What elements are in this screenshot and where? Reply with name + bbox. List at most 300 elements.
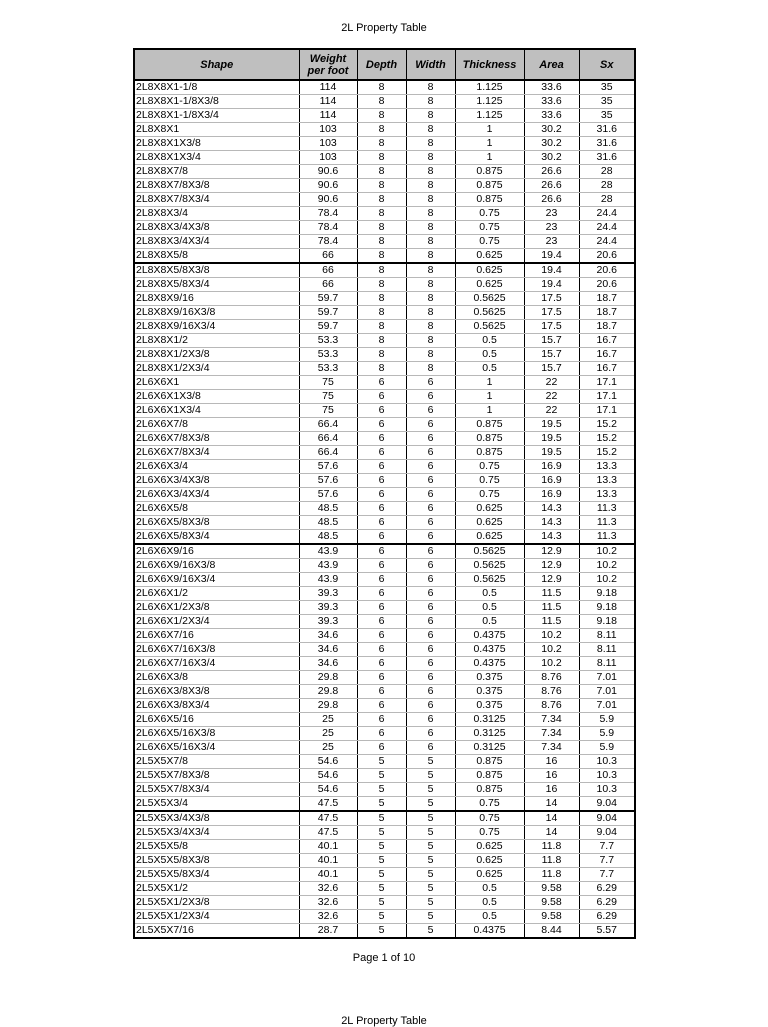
cell-depth: 6 [357, 460, 406, 474]
cell-shape: 2L8X8X5/8X3/4 [134, 278, 299, 292]
cell-thickness: 0.625 [455, 278, 524, 292]
cell-width: 8 [406, 95, 455, 109]
cell-width: 6 [406, 615, 455, 629]
cell-shape: 2L6X6X3/4X3/4 [134, 488, 299, 502]
cell-width: 6 [406, 404, 455, 418]
cell-weight: 25 [299, 727, 357, 741]
cell-width: 5 [406, 783, 455, 797]
table-row [134, 474, 635, 488]
table-row [134, 840, 635, 854]
cell-depth: 8 [357, 292, 406, 306]
cell-thickness: 0.75 [455, 797, 524, 812]
cell-weight: 103 [299, 123, 357, 137]
cell-shape: 2L8X8X3/4 [134, 207, 299, 221]
cell-shape: 2L6X6X1X3/4 [134, 404, 299, 418]
cell-area: 14 [524, 811, 579, 826]
cell-thickness: 0.5 [455, 896, 524, 910]
cell-thickness: 0.4375 [455, 924, 524, 939]
table-row [134, 179, 635, 193]
cell-shape: 2L5X5X3/4X3/4 [134, 826, 299, 840]
cell-thickness: 0.625 [455, 854, 524, 868]
cell-shape: 2L8X8X1/2X3/4 [134, 362, 299, 376]
cell-shape: 2L8X8X5/8 [134, 249, 299, 264]
cell-area: 30.2 [524, 151, 579, 165]
cell-weight: 90.6 [299, 179, 357, 193]
cell-thickness: 1 [455, 404, 524, 418]
cell-width: 8 [406, 151, 455, 165]
cell-thickness: 0.875 [455, 755, 524, 769]
cell-thickness: 0.375 [455, 685, 524, 699]
column-header-area: Area [524, 49, 579, 80]
cell-weight: 103 [299, 137, 357, 151]
column-header-weight-label: Weight per foot [307, 52, 349, 77]
cell-thickness: 0.375 [455, 699, 524, 713]
cell-width: 8 [406, 292, 455, 306]
cell-weight: 66 [299, 249, 357, 264]
cell-width: 8 [406, 137, 455, 151]
cell-sx: 8.11 [579, 643, 635, 657]
cell-thickness: 0.875 [455, 432, 524, 446]
cell-depth: 6 [357, 390, 406, 404]
cell-thickness: 0.5 [455, 882, 524, 896]
cell-weight: 66 [299, 263, 357, 278]
cell-sx: 24.4 [579, 207, 635, 221]
cell-area: 11.5 [524, 601, 579, 615]
cell-depth: 6 [357, 474, 406, 488]
cell-weight: 59.7 [299, 292, 357, 306]
cell-area: 26.6 [524, 165, 579, 179]
table-row [134, 165, 635, 179]
cell-weight: 39.3 [299, 587, 357, 601]
cell-weight: 78.4 [299, 235, 357, 249]
cell-shape: 2L6X6X9/16X3/8 [134, 559, 299, 573]
cell-shape: 2L5X5X7/8 [134, 755, 299, 769]
cell-thickness: 0.75 [455, 460, 524, 474]
cell-weight: 29.8 [299, 699, 357, 713]
cell-sx: 20.6 [579, 278, 635, 292]
cell-area: 19.4 [524, 278, 579, 292]
cell-sx: 18.7 [579, 292, 635, 306]
table-row [134, 727, 635, 741]
cell-depth: 6 [357, 601, 406, 615]
table-row [134, 544, 635, 559]
table-row [134, 249, 635, 264]
cell-thickness: 0.625 [455, 516, 524, 530]
cell-sx: 16.7 [579, 362, 635, 376]
table-row [134, 559, 635, 573]
cell-shape: 2L6X6X9/16 [134, 544, 299, 559]
cell-weight: 28.7 [299, 924, 357, 939]
cell-sx: 11.3 [579, 516, 635, 530]
cell-width: 6 [406, 573, 455, 587]
cell-weight: 34.6 [299, 643, 357, 657]
cell-area: 26.6 [524, 193, 579, 207]
cell-shape: 2L6X6X7/8X3/4 [134, 446, 299, 460]
table-row [134, 151, 635, 165]
cell-width: 8 [406, 193, 455, 207]
cell-depth: 6 [357, 629, 406, 643]
cell-sx: 10.2 [579, 544, 635, 559]
cell-weight: 54.6 [299, 755, 357, 769]
column-header-thickness: Thickness [455, 49, 524, 80]
cell-width: 8 [406, 221, 455, 235]
cell-thickness: 0.625 [455, 502, 524, 516]
cell-sx: 9.04 [579, 826, 635, 840]
cell-sx: 28 [579, 165, 635, 179]
cell-area: 16.9 [524, 474, 579, 488]
cell-weight: 57.6 [299, 474, 357, 488]
cell-depth: 6 [357, 671, 406, 685]
cell-width: 6 [406, 643, 455, 657]
cell-weight: 43.9 [299, 573, 357, 587]
cell-depth: 6 [357, 432, 406, 446]
cell-depth: 5 [357, 896, 406, 910]
cell-area: 9.58 [524, 896, 579, 910]
cell-depth: 8 [357, 179, 406, 193]
cell-shape: 2L5X5X5/8X3/8 [134, 854, 299, 868]
cell-sx: 10.3 [579, 783, 635, 797]
cell-weight: 53.3 [299, 334, 357, 348]
column-header-sx: Sx [579, 49, 635, 80]
cell-weight: 78.4 [299, 221, 357, 235]
cell-area: 14.3 [524, 502, 579, 516]
cell-area: 23 [524, 235, 579, 249]
page-title: 2L Property Table [341, 22, 427, 34]
cell-thickness: 0.75 [455, 207, 524, 221]
cell-width: 8 [406, 80, 455, 95]
cell-sx: 13.3 [579, 488, 635, 502]
cell-shape: 2L8X8X9/16X3/8 [134, 306, 299, 320]
cell-depth: 6 [357, 488, 406, 502]
cell-sx: 9.18 [579, 601, 635, 615]
cell-depth: 6 [357, 559, 406, 573]
cell-area: 10.2 [524, 643, 579, 657]
cell-area: 16 [524, 783, 579, 797]
cell-sx: 20.6 [579, 263, 635, 278]
cell-area: 22 [524, 404, 579, 418]
cell-area: 8.44 [524, 924, 579, 939]
table-row [134, 587, 635, 601]
cell-depth: 8 [357, 165, 406, 179]
cell-thickness: 0.875 [455, 418, 524, 432]
cell-area: 7.34 [524, 713, 579, 727]
cell-thickness: 1 [455, 137, 524, 151]
table-row [134, 741, 635, 755]
cell-shape: 2L6X6X7/16X3/8 [134, 643, 299, 657]
cell-depth: 8 [357, 306, 406, 320]
cell-shape: 2L6X6X5/16X3/4 [134, 741, 299, 755]
cell-width: 6 [406, 727, 455, 741]
table-row [134, 446, 635, 460]
cell-weight: 40.1 [299, 840, 357, 854]
cell-thickness: 0.5625 [455, 544, 524, 559]
cell-thickness: 0.4375 [455, 629, 524, 643]
table-row [134, 657, 635, 671]
cell-shape: 2L8X8X1 [134, 123, 299, 137]
cell-weight: 47.5 [299, 811, 357, 826]
cell-weight: 25 [299, 741, 357, 755]
table-header-row [134, 49, 635, 80]
cell-sx: 9.04 [579, 797, 635, 812]
cell-depth: 5 [357, 924, 406, 939]
cell-area: 16.9 [524, 460, 579, 474]
cell-weight: 32.6 [299, 910, 357, 924]
cell-shape: 2L6X6X5/16X3/8 [134, 727, 299, 741]
cell-area: 33.6 [524, 109, 579, 123]
cell-sx: 31.6 [579, 151, 635, 165]
cell-thickness: 0.75 [455, 488, 524, 502]
cell-sx: 18.7 [579, 306, 635, 320]
cell-depth: 5 [357, 882, 406, 896]
table-row [134, 123, 635, 137]
cell-thickness: 0.625 [455, 840, 524, 854]
cell-area: 8.76 [524, 699, 579, 713]
cell-weight: 59.7 [299, 306, 357, 320]
cell-shape: 2L8X8X3/4X3/4 [134, 235, 299, 249]
table-row [134, 292, 635, 306]
table-row [134, 629, 635, 643]
cell-thickness: 0.5 [455, 601, 524, 615]
cell-sx: 7.7 [579, 868, 635, 882]
column-header-width: Width [406, 49, 455, 80]
cell-weight: 66 [299, 278, 357, 292]
cell-depth: 8 [357, 235, 406, 249]
cell-weight: 66.4 [299, 418, 357, 432]
cell-sx: 13.3 [579, 460, 635, 474]
cell-weight: 34.6 [299, 657, 357, 671]
cell-thickness: 0.875 [455, 179, 524, 193]
table-row [134, 306, 635, 320]
cell-thickness: 0.75 [455, 474, 524, 488]
cell-weight: 114 [299, 80, 357, 95]
cell-shape: 2L5X5X7/8X3/8 [134, 769, 299, 783]
cell-thickness: 0.875 [455, 446, 524, 460]
page-number: Page 1 of 10 [352, 952, 416, 964]
cell-thickness: 0.75 [455, 235, 524, 249]
cell-width: 6 [406, 671, 455, 685]
cell-width: 8 [406, 263, 455, 278]
cell-shape: 2L6X6X1/2X3/4 [134, 615, 299, 629]
cell-shape: 2L8X8X1-1/8 [134, 80, 299, 95]
cell-weight: 57.6 [299, 488, 357, 502]
cell-width: 6 [406, 629, 455, 643]
cell-width: 6 [406, 530, 455, 545]
cell-thickness: 0.5 [455, 362, 524, 376]
cell-area: 11.5 [524, 615, 579, 629]
cell-depth: 8 [357, 320, 406, 334]
cell-width: 6 [406, 601, 455, 615]
cell-depth: 6 [357, 516, 406, 530]
cell-weight: 34.6 [299, 629, 357, 643]
cell-shape: 2L6X6X7/8 [134, 418, 299, 432]
cell-width: 6 [406, 713, 455, 727]
table-row [134, 854, 635, 868]
cell-thickness: 0.4375 [455, 657, 524, 671]
cell-thickness: 0.875 [455, 165, 524, 179]
cell-shape: 2L5X5X5/8 [134, 840, 299, 854]
cell-width: 6 [406, 390, 455, 404]
cell-sx: 7.7 [579, 840, 635, 854]
cell-sx: 17.1 [579, 404, 635, 418]
cell-sx: 31.6 [579, 123, 635, 137]
cell-area: 12.9 [524, 559, 579, 573]
cell-area: 15.7 [524, 334, 579, 348]
cell-width: 8 [406, 320, 455, 334]
cell-width: 8 [406, 109, 455, 123]
cell-weight: 29.8 [299, 685, 357, 699]
cell-area: 11.8 [524, 840, 579, 854]
cell-sx: 17.1 [579, 376, 635, 390]
cell-depth: 5 [357, 910, 406, 924]
cell-area: 16 [524, 755, 579, 769]
cell-shape: 2L8X8X7/8 [134, 165, 299, 179]
cell-shape: 2L6X6X7/16 [134, 629, 299, 643]
cell-sx: 6.29 [579, 910, 635, 924]
table-row [134, 755, 635, 769]
cell-depth: 5 [357, 854, 406, 868]
cell-area: 19.5 [524, 446, 579, 460]
cell-thickness: 0.5 [455, 334, 524, 348]
cell-thickness: 1.125 [455, 109, 524, 123]
cell-shape: 2L8X8X1/2 [134, 334, 299, 348]
cell-width: 8 [406, 179, 455, 193]
cell-weight: 75 [299, 376, 357, 390]
cell-sx: 15.2 [579, 432, 635, 446]
table-row [134, 362, 635, 376]
cell-thickness: 0.5625 [455, 292, 524, 306]
cell-weight: 53.3 [299, 362, 357, 376]
cell-area: 8.76 [524, 671, 579, 685]
cell-area: 19.5 [524, 432, 579, 446]
table-row [134, 685, 635, 699]
cell-sx: 35 [579, 95, 635, 109]
cell-sx: 16.7 [579, 348, 635, 362]
cell-area: 14 [524, 797, 579, 812]
cell-width: 5 [406, 854, 455, 868]
cell-depth: 6 [357, 376, 406, 390]
cell-width: 6 [406, 502, 455, 516]
cell-sx: 28 [579, 179, 635, 193]
cell-depth: 5 [357, 826, 406, 840]
cell-depth: 8 [357, 193, 406, 207]
cell-weight: 114 [299, 109, 357, 123]
cell-depth: 8 [357, 263, 406, 278]
cell-area: 14 [524, 826, 579, 840]
table-row [134, 868, 635, 882]
cell-weight: 32.6 [299, 896, 357, 910]
table-row [134, 488, 635, 502]
cell-depth: 6 [357, 587, 406, 601]
cell-sx: 7.01 [579, 699, 635, 713]
cell-sx: 7.01 [579, 685, 635, 699]
cell-shape: 2L5X5X3/4X3/8 [134, 811, 299, 826]
cell-depth: 5 [357, 840, 406, 854]
cell-width: 8 [406, 235, 455, 249]
cell-depth: 5 [357, 769, 406, 783]
cell-area: 23 [524, 207, 579, 221]
cell-depth: 6 [357, 643, 406, 657]
cell-width: 6 [406, 544, 455, 559]
cell-weight: 75 [299, 390, 357, 404]
cell-thickness: 1 [455, 123, 524, 137]
cell-width: 5 [406, 811, 455, 826]
cell-thickness: 0.4375 [455, 643, 524, 657]
cell-shape: 2L6X6X5/8X3/8 [134, 516, 299, 530]
cell-sx: 28 [579, 193, 635, 207]
cell-area: 30.2 [524, 137, 579, 151]
cell-sx: 6.29 [579, 896, 635, 910]
cell-shape: 2L6X6X3/8X3/4 [134, 699, 299, 713]
table-row [134, 235, 635, 249]
table-row [134, 882, 635, 896]
table-row [134, 671, 635, 685]
cell-shape: 2L5X5X3/4 [134, 797, 299, 812]
cell-thickness: 0.875 [455, 783, 524, 797]
cell-area: 7.34 [524, 741, 579, 755]
cell-width: 6 [406, 587, 455, 601]
cell-width: 5 [406, 882, 455, 896]
cell-shape: 2L6X6X5/8X3/4 [134, 530, 299, 545]
table-row [134, 797, 635, 812]
next-page-title: 2L Property Table [341, 1015, 427, 1027]
cell-shape: 2L5X5X7/8X3/4 [134, 783, 299, 797]
cell-width: 5 [406, 826, 455, 840]
cell-depth: 6 [357, 404, 406, 418]
cell-sx: 8.11 [579, 629, 635, 643]
cell-area: 17.5 [524, 320, 579, 334]
cell-thickness: 0.75 [455, 826, 524, 840]
cell-area: 33.6 [524, 80, 579, 95]
table-row [134, 601, 635, 615]
cell-weight: 47.5 [299, 797, 357, 812]
cell-thickness: 0.5625 [455, 320, 524, 334]
column-header-depth: Depth [357, 49, 406, 80]
cell-width: 5 [406, 910, 455, 924]
cell-depth: 5 [357, 783, 406, 797]
cell-shape: 2L6X6X3/4 [134, 460, 299, 474]
table-row [134, 376, 635, 390]
cell-area: 30.2 [524, 123, 579, 137]
cell-shape: 2L5X5X7/16 [134, 924, 299, 939]
cell-width: 6 [406, 488, 455, 502]
table-row [134, 95, 635, 109]
cell-thickness: 0.375 [455, 671, 524, 685]
cell-area: 15.7 [524, 362, 579, 376]
cell-sx: 10.3 [579, 755, 635, 769]
cell-width: 5 [406, 868, 455, 882]
cell-sx: 16.7 [579, 334, 635, 348]
table-row [134, 573, 635, 587]
cell-area: 22 [524, 390, 579, 404]
table-row [134, 334, 635, 348]
cell-width: 8 [406, 123, 455, 137]
cell-sx: 9.18 [579, 615, 635, 629]
cell-sx: 5.9 [579, 741, 635, 755]
cell-thickness: 0.3125 [455, 713, 524, 727]
cell-thickness: 0.5625 [455, 573, 524, 587]
cell-area: 19.4 [524, 263, 579, 278]
cell-weight: 57.6 [299, 460, 357, 474]
table-row [134, 783, 635, 797]
cell-depth: 5 [357, 811, 406, 826]
cell-width: 6 [406, 376, 455, 390]
cell-sx: 5.9 [579, 727, 635, 741]
cell-sx: 20.6 [579, 249, 635, 264]
cell-shape: 2L8X8X1X3/4 [134, 151, 299, 165]
cell-depth: 6 [357, 713, 406, 727]
cell-shape: 2L6X6X7/16X3/4 [134, 657, 299, 671]
cell-weight: 32.6 [299, 882, 357, 896]
